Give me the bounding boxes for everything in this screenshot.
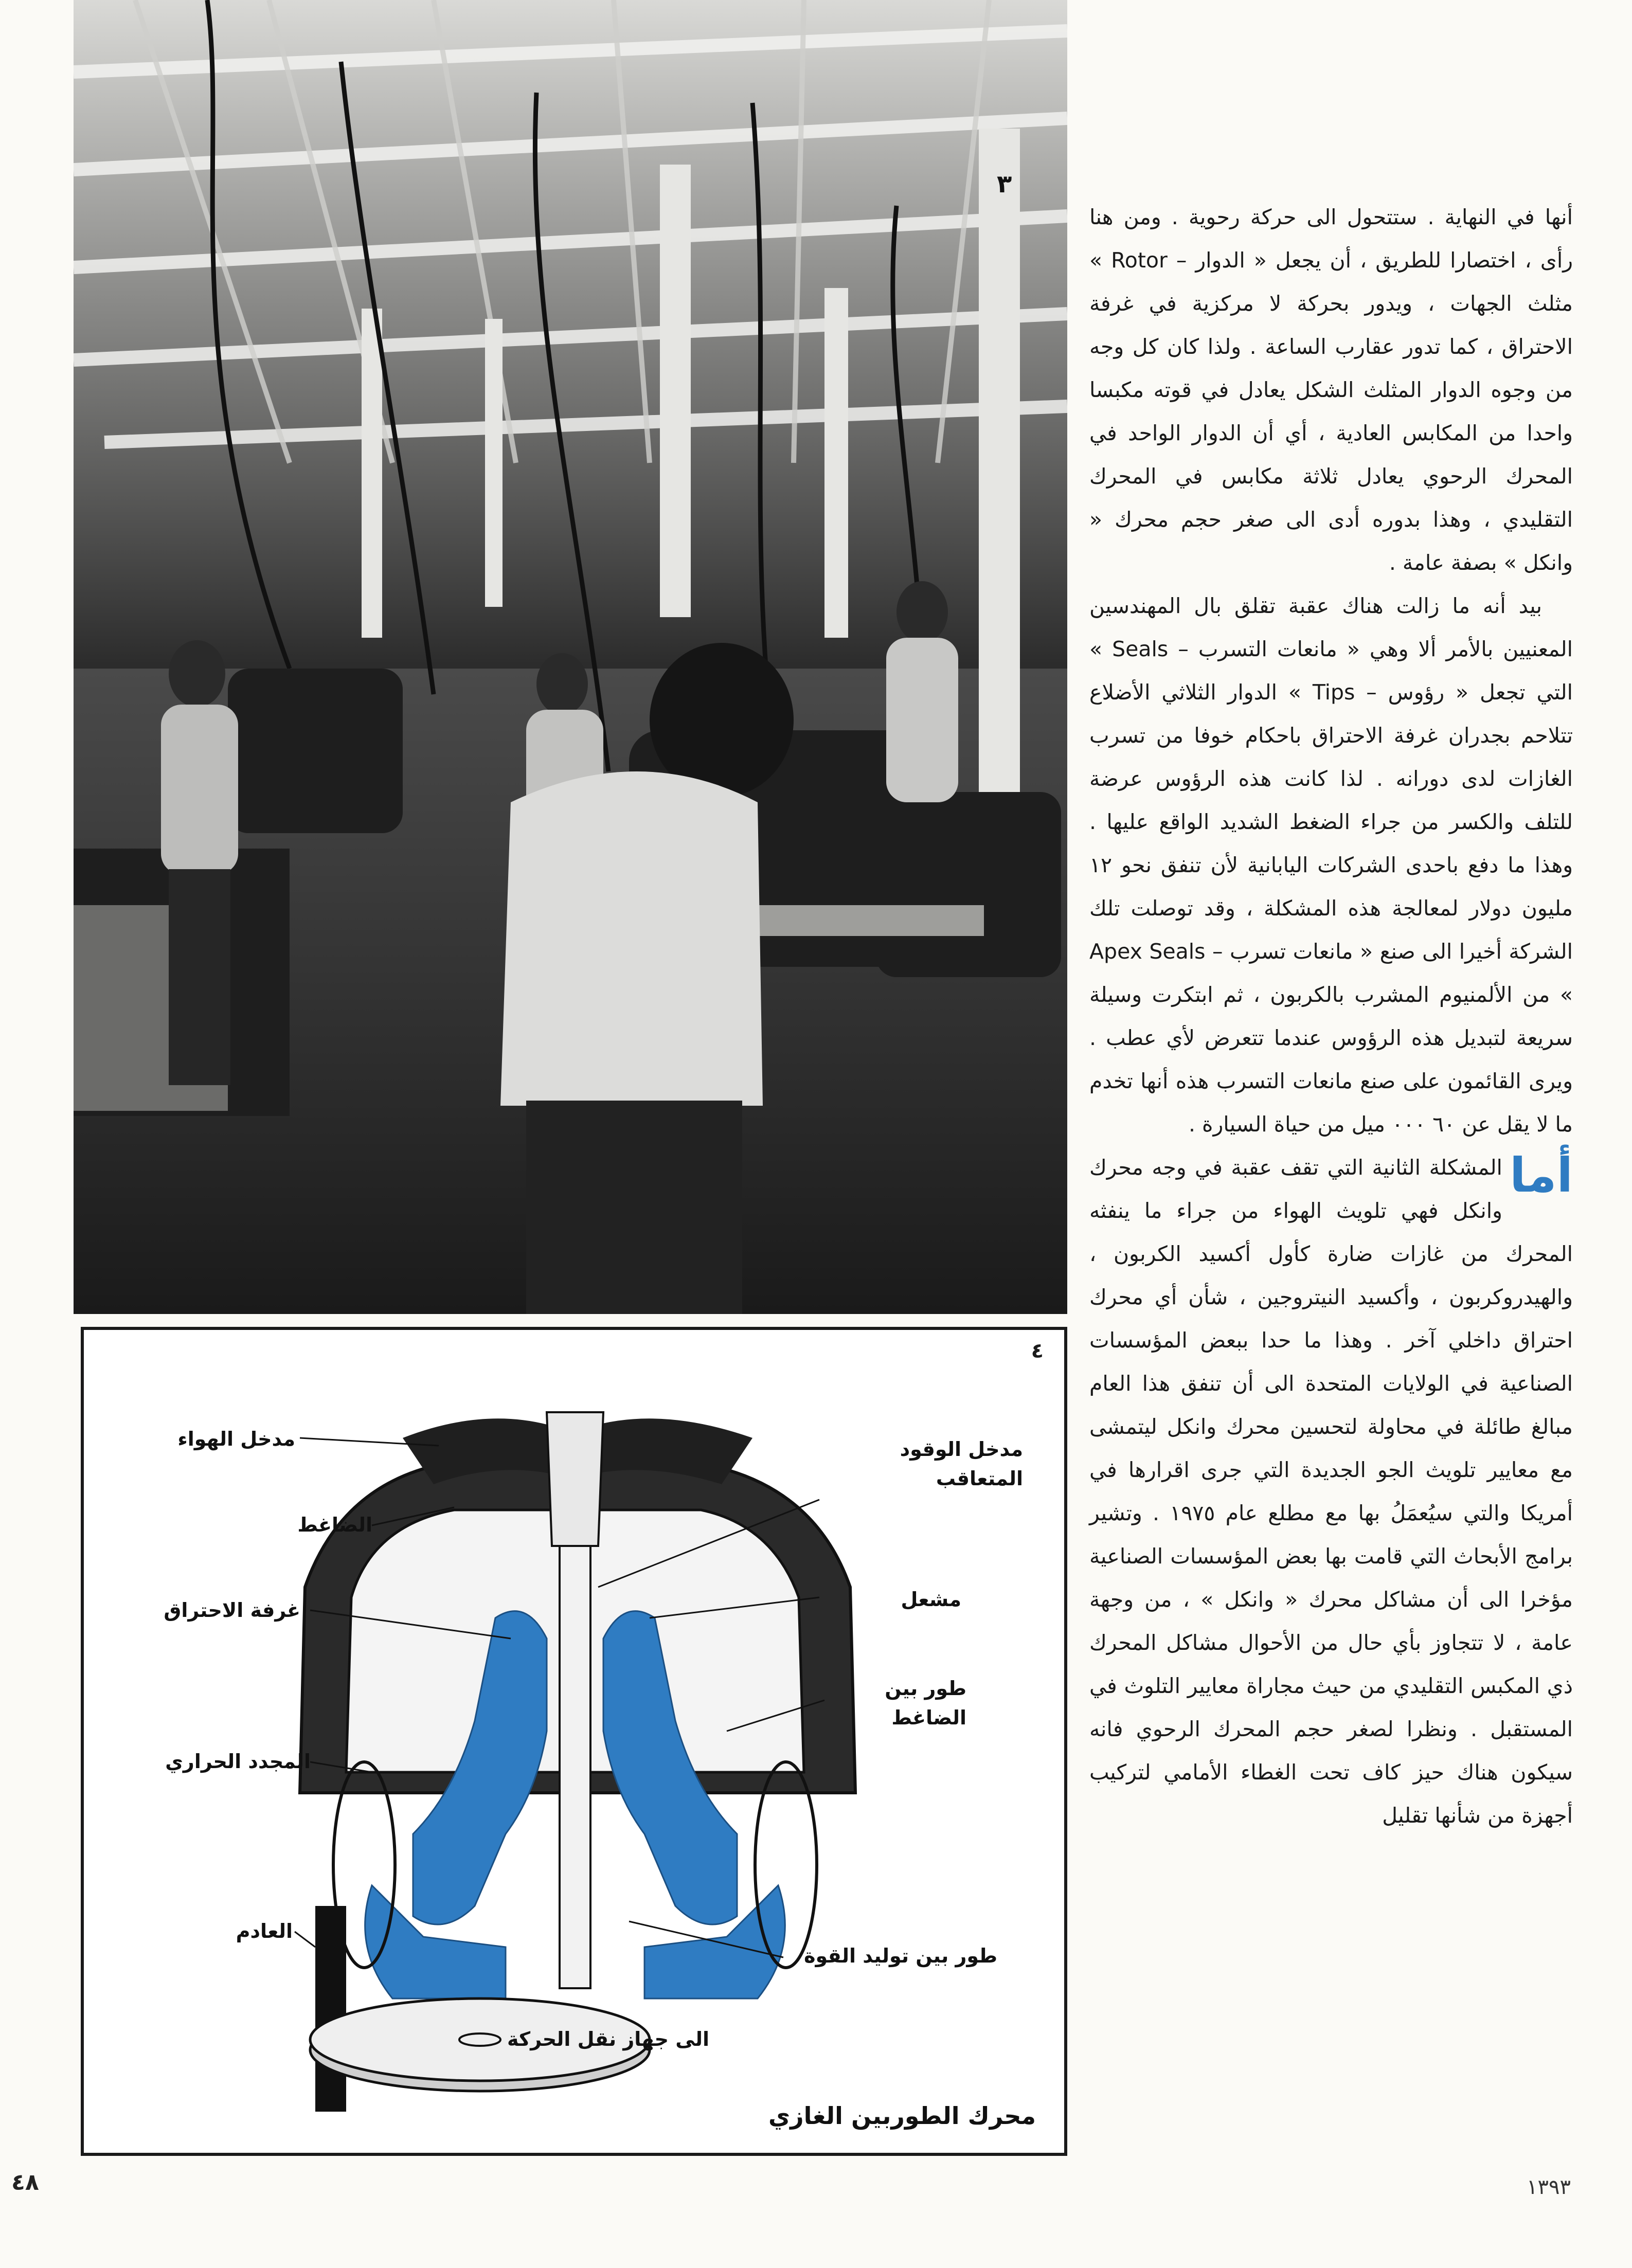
label-to-transmission: الى جهاز نقل الحركة	[507, 2028, 709, 2050]
diagram-number: ٤	[1031, 1339, 1044, 1363]
label-fuel-inlet-line2: المتعاقب	[936, 1467, 1023, 1490]
article-paragraph-2: بيد أنه ما زالت هناك عقبة تقلق بال المهندسين المعنيين بالأمر ألا وهي « مانعات التسرب – Seals » التي تجعل « رؤوس – Tips » الدوار الثلاثي الأضلاع تتلاحم بجدران غرفة الاحتراق باحكام خوفا من تسرب الغازات لدى دورانه . لذا كانت هذه الرؤوس عرضة للتلف والكسر من جراء الضغط الشديد الواقع عليها . وهذا ما دفع باحدى الشركات اليابانية لأن تنفق نحو ١٢ مليون دولار لمعالجة هذه المشكلة ، وقد توصلت تلك الشركة أخيرا الى صنع « مانعات تسرب – Apex Seals » من الألمنيوم المشرب بالكربون ، ثم ابتكرت وسيلة سريعة لتبديل هذه الرؤوس عندما تتعرض لأي عطب . ويرى القائمون على صنع مانعات التسرب هذه أنها تخدم ما لا يقل عن ٦٠ ٠٠٠ ميل من حياة السيارة .	[1089, 593, 1573, 1137]
factory-photo-illustration	[74, 0, 1067, 1314]
label-power-turbine: طور بين توليد القوة	[804, 1945, 997, 1967]
issue-number: ١٣٩٣	[1527, 2175, 1571, 2199]
label-compressor: الضاغط	[297, 1514, 372, 1536]
page-number: ٤٨	[11, 2169, 39, 2195]
article-paragraph-1: أنها في النهاية . ستتحول الى حركة رحوية . ومن هنا رأى ، اختصارا للطريق ، أن يجعل « الدوار – Rotor » مثلث الجهات ، ويدور بحركة لا مركزية في غرفة الاحتراق ، كما تدور عقارب الساعة . ولذا كان كل وجه من وجوه الدوار المثلث الشكل يعادل في قوته مكبسا واحدا من المكابس العادية ، أي أن الدوار الواحد في المحرك الرحوي يعادل ثلاثة مكابس في المحرك التقليدي ، وهذا بدوره أدى الى صغر حجم محرك « وانكل » بصفة عامة .	[1089, 205, 1573, 575]
label-fuel-inlet-line1: مدخل الوقود	[900, 1438, 1023, 1461]
label-compressor-turbine-line2: الضاغط	[891, 1706, 966, 1729]
label-exhaust: العادم	[236, 1920, 293, 1942]
gas-turbine-diagram	[81, 1327, 1067, 2156]
factory-assembly-line-photo	[74, 0, 1067, 1314]
label-compressor-turbine-line1: طور بين	[885, 1677, 966, 1700]
diagram-caption: محرك الطوربين الغازي	[768, 2102, 1036, 2130]
article-paragraph-3-text: المشكلة الثانية التي تقف عقبة في وجه محرك وانكل فهي تلويث الهواء من جراء ما ينفثه المحرك من غازات ضارة كأول أكسيد الكربون ، والهيدروكربون ، وأكسيد النيتروجين ، شأن أي محرك احتراق داخلي آخر . وهذا ما حدا ببعض المؤسسات الصناعية في الولايات المتحدة الى أن تنفق هذا العام مبالغ طائلة في محاولة لتحسين محرك وانكل ليتمشى مع معايير تلويث الجو الجديدة التي جرى اقرارها في أمريكا والتي سيُعمَلُ بها مع مطلع عام ١٩٧٥ . وتشير برامج الأبحاث التي قامت بها بعض المؤسسات الصناعية مؤخرا الى أن مشاكل محرك « وانكل » ، من وجهة عامة ، لا تتجاوز بأي حال من الأحوال مشاكل المحرك ذي المكبس التقليدي من حيث مجاراة معايير التلوث في المستقبل . ونظرا لصغر حجم المحرك الرحوي فانه سيكون هناك حيز كاف تحت الغطاء الأمامي لتركيب أجهزة من شأنها تقليل	[1089, 1155, 1573, 1828]
label-igniter: مشعل	[901, 1588, 961, 1611]
photo-number: ٣	[997, 170, 1012, 199]
article-body	[1089, 195, 1573, 2145]
drop-cap: أما	[1509, 1148, 1573, 1203]
label-combustion-chamber: غرفة الاحتراق	[164, 1599, 300, 1622]
article-paragraph-3	[1089, 1146, 1573, 1837]
label-regenerator: المجدد الحراري	[165, 1750, 311, 1773]
label-air-intake: مدخل الهواء	[177, 1428, 295, 1450]
